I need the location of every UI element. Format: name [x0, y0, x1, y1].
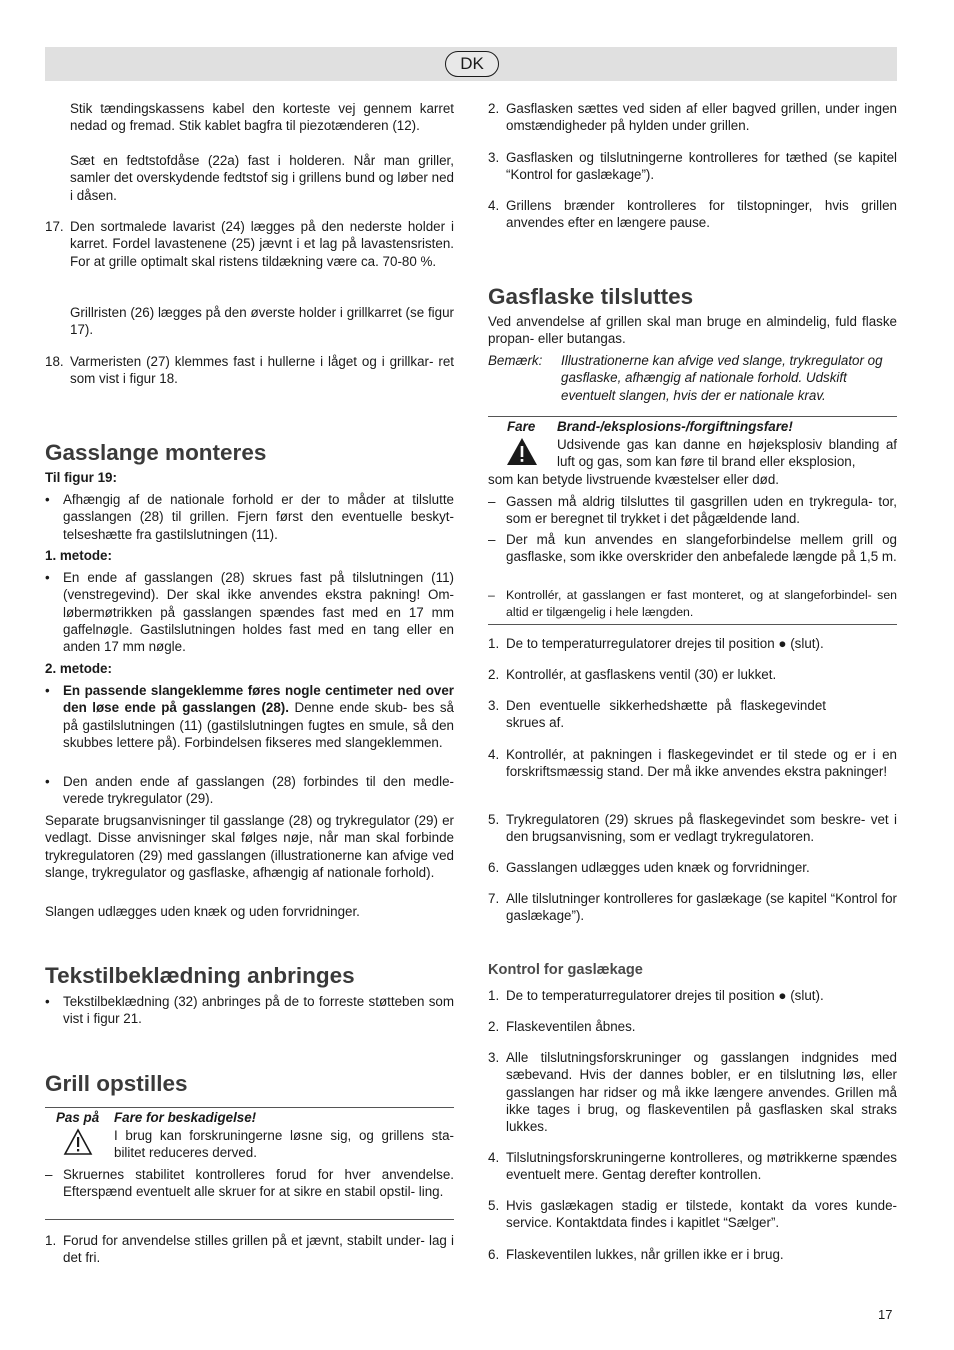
paragraph — [45, 152, 454, 204]
divider — [45, 1107, 454, 1108]
dash-marker: – — [488, 588, 495, 602]
list-item — [488, 149, 897, 184]
danger-title: Brand-/eksplosions-/forgiftningsfare! — [557, 419, 793, 434]
bullet-icon: • — [45, 570, 50, 585]
subheading: 2. metode: — [45, 661, 112, 676]
list-number: 18. — [45, 354, 64, 369]
caution-title: Fare for beskadigelse! — [114, 1110, 257, 1125]
list-item — [488, 666, 897, 683]
section-heading: Grill opstilles — [45, 1071, 188, 1096]
caution-text: I brug kan forskruningerne løsne sig, og grillens sta- bilitet reduceres derved. — [114, 1128, 454, 1161]
list-item — [488, 100, 897, 135]
list-item — [488, 1149, 897, 1184]
subsection-heading: Kontrol for gaslækage — [488, 962, 643, 978]
list-number: 4. — [488, 747, 500, 762]
text: Kontrollér, at gasslangen er fast monteret, og at slangeforbindel- sen altid er tilgængelig i hele længden. — [506, 588, 897, 620]
subheading: 1. metode: — [45, 548, 112, 563]
text: De to temperaturregulatorer drejes til position ● (slut). — [506, 988, 824, 1003]
list-item — [488, 811, 897, 846]
list-number: 3. — [488, 1050, 500, 1065]
text: Grillristen (26) lægges på den øverste holder i grillkarret (se figur 17). — [70, 305, 454, 338]
text: Flaskeventilen lukkes, når grillen ikke er i brug. — [506, 1247, 784, 1262]
list-number: 17. — [45, 219, 64, 234]
paragraph: Slangen udlægges uden knæk og uden forvridninger. — [45, 904, 360, 919]
list-item — [488, 1018, 897, 1035]
list-item — [488, 859, 897, 876]
list-item — [488, 697, 897, 732]
warning-outline-icon — [63, 1128, 93, 1156]
list-number: 6. — [488, 860, 500, 875]
list-item — [488, 890, 897, 925]
text: Sæt en fedtstofdåse (22a) fast i holderen. Når man griller, samler det overskydende fedtstof sig i grillens bund og løber ned i dåsen. — [70, 153, 454, 203]
text: Hvis gaslækagen stadig er tilstede, kontakt da vores kunde- service. Kontaktdata findes i kapitlet “Sælger”. — [506, 1198, 897, 1231]
text: Alle tilslutninger kontrolleres for gaslækage (se kapitel “Kontrol for gaslækage”). — [506, 891, 897, 924]
paragraph: Separate brugsanvisninger til gasslange (28) og trykregulator (29) er vedlagt. Disse anvisninger skal følges nøje, når man skal forbinde trykregulatoren (29) med gasslangen (illustrationerne kan afvige ved slange, trykregulator og gasflaske, afhængig af nationale forhold). — [45, 813, 454, 880]
bullet-item — [45, 491, 454, 543]
dash-marker: – — [488, 532, 496, 547]
text: Varmeristen (27) klemmes fast i hullerne i låget og i grillkar- ret som vist i figur 18. — [70, 354, 454, 387]
language-badge: DK — [445, 51, 499, 77]
caution-label: Pas på — [56, 1110, 100, 1125]
list-item — [488, 635, 897, 652]
section-heading: Tekstilbeklædning anbringes — [45, 963, 355, 988]
bullet-item — [45, 993, 454, 1028]
text: Gasflasken sættes ved siden af eller bagved grillen, under ingen omstændigheder på hylden under grillen. — [506, 101, 897, 134]
list-item — [45, 353, 454, 388]
list-item — [488, 987, 897, 1004]
dash-item — [45, 1166, 454, 1201]
dash-marker: – — [488, 494, 496, 509]
text: Gasflasken og tilslutningerne kontrolleres for tæthed (se kapitel “Kontrol for gaslækage”). — [506, 150, 897, 183]
text: Den anden ende af gasslangen (28) forbindes til den medle- verede trykregulator (29). — [63, 774, 454, 807]
text: En ende af gasslangen (28) skrues fast på tilslutningen (11) (venstregevind). Der skal ikke anvendes ekstra pakning! Om- løbermøtrikken på gasslangen spændes fast med en 17 mm gaffelnøgle. Gastilslutningen holdes fast med en tang eller en anden 17 mm nøgle. — [63, 570, 454, 655]
list-number: 5. — [488, 812, 500, 827]
warning-triangle-icon — [506, 437, 538, 466]
list-number: 1. — [488, 636, 500, 651]
note-text: Illustrationerne kan afvige ved slange, trykregulator og gasflaske, afhængig af nationale forhold. Udskift eventuelt slangen, hvis der er nationale krav. — [561, 353, 883, 403]
text: Kontrollér, at gasflaskens ventil (30) er lukket. — [506, 667, 777, 682]
paragraph — [45, 304, 454, 339]
bold-text: En passende slangeklemme føres nogle centimeter ned over den løse ende på gasslangen (28). — [63, 683, 454, 716]
text: Skruernes stabilitet kontrolleres forud for hver anvendelse. Efterspænd eventuelt alle skruer for at sikre en stabil opstil- ling. — [63, 1167, 454, 1200]
bullet-item — [45, 773, 454, 808]
section-heading: Gasslange monteres — [45, 440, 267, 465]
bullet-icon: • — [45, 774, 50, 789]
text: Trykregulatoren (29) skrues på flaskegevindet som beskre- vet i den brugsanvisning, som er vedlagt trykregulatoren. — [506, 812, 897, 845]
text: Stik tændingskassens kabel den korteste vej gennem karret nedad og fremad. Stik kablet bagfra til piezotænderen (12). — [70, 101, 454, 134]
paragraph — [45, 100, 454, 135]
list-number: 6. — [488, 1247, 500, 1262]
text: Grillens brænder kontrolleres for tilstopninger, hvis grillen anvendes efter en længere pause. — [506, 198, 897, 231]
text: Denne ende skub- bes så på gastilslutningen (11) (gastilslutningen fugtes en smule, så den skubbes lettere på). Forbindelsen fikseres med slangeklemmen. — [63, 700, 454, 750]
list-number: 3. — [488, 698, 500, 713]
list-number: 2. — [488, 667, 500, 682]
list-item — [488, 197, 897, 232]
text: Forud for anvendelse stilles grillen på et jævnt, stabilt under- lag i det fri. — [63, 1233, 454, 1266]
danger-label: Fare — [507, 419, 536, 434]
divider — [488, 416, 897, 417]
dash-marker: – — [45, 1167, 53, 1182]
list-number: 1. — [488, 988, 500, 1003]
text: Den sortmalede lavarist (24) lægges på den nederste holder i karret. Fordel lavastenene (25) jævnt i et lag på lavastensristen. For at grille optimalt skal ristens tildækning være ca. 70-80 %. — [70, 219, 454, 269]
dash-item — [488, 587, 897, 622]
list-number: 2. — [488, 1019, 500, 1034]
divider — [45, 1219, 454, 1220]
text: Tekstilbeklædning (32) anbringes på de to forreste støtteben som vist i figur 21. — [63, 994, 454, 1027]
list-item — [488, 1246, 897, 1263]
bullet-item — [45, 682, 454, 751]
text: Kontrollér, at pakningen i flaskegevindet er til stede og er i en forskriftsmæssig stand. Der må ikke anvendes ekstra pakninger! — [506, 747, 897, 780]
bullet-icon: • — [45, 683, 50, 698]
list-item — [488, 1197, 897, 1232]
bullet-icon: • — [45, 994, 50, 1009]
list-number: 2. — [488, 101, 500, 116]
text: Der må kun anvendes en slangeforbindelse mellem grill og gasflaske, som ikke overskrider den anbefalede længde på 1,5 m. — [506, 532, 897, 565]
list-item — [488, 1049, 897, 1135]
list-number: 1. — [45, 1233, 57, 1248]
text — [63, 682, 454, 751]
list-item — [488, 746, 897, 781]
dash-item — [488, 493, 897, 528]
bullet-item — [45, 569, 454, 655]
section-heading: Gasflaske tilsluttes — [488, 284, 694, 309]
list-number: 7. — [488, 891, 500, 906]
text: Den eventuelle sikkerhedshætte på flaskegevindet skrues af. — [506, 698, 826, 731]
dash-item — [488, 531, 897, 566]
paragraph: Ved anvendelse af grillen skal man bruge en almindelig, fuld flaske propan- eller butangas. — [488, 314, 897, 347]
list-item — [45, 1232, 454, 1267]
text: Gassen må aldrig tilsluttes til gasgrillen uden en trykregula- tor, som er beregnet til trykket i det pågældende land. — [506, 494, 897, 527]
bullet-icon: • — [45, 492, 50, 507]
text: Afhængig af de nationale forhold er der to måder at tilslutte gasslangen (28) til grillen. Fjern først den eventuelle beskyt- telseshætte fra gastilslutningen (11). — [63, 492, 454, 542]
list-number: 5. — [488, 1198, 500, 1213]
page-number: 17 — [878, 1307, 893, 1322]
danger-text-cont: som kan betyde livstruende kvæstelser eller død. — [488, 472, 780, 487]
text: Alle tilslutningsforskruninger og gasslangen indgnides med sæbevand. Hvis der dannes bobler, er en tilslutning løs, eller gasslangen har ridser og må ikke længere anvendes. Grillen må ikke tages i brug, og flaskeventilen på gasflasken skal straks lukkes. — [506, 1050, 897, 1135]
text: Flaskeventilen åbnes. — [506, 1019, 636, 1034]
subheading: Til figur 19: — [45, 470, 117, 485]
danger-text: Udsivende gas kan danne en højeksplosiv blanding af luft og gas, som kan føre til brand eller eksplosion, — [557, 437, 897, 470]
divider — [488, 624, 897, 625]
text: De to temperaturregulatorer drejes til position ● (slut). — [506, 636, 824, 651]
text: Tilslutningsforskruningerne kontrolleres, og møtrikkerne spændes eventuelt mere. Gentag derefter kontrollen. — [506, 1150, 897, 1183]
text: Gasslangen udlægges uden knæk og forvridninger. — [506, 860, 810, 875]
list-number: 4. — [488, 1150, 500, 1165]
list-number: 4. — [488, 198, 500, 213]
list-item — [45, 218, 454, 270]
note-label: Bemærk: — [488, 353, 543, 368]
list-number: 3. — [488, 150, 500, 165]
